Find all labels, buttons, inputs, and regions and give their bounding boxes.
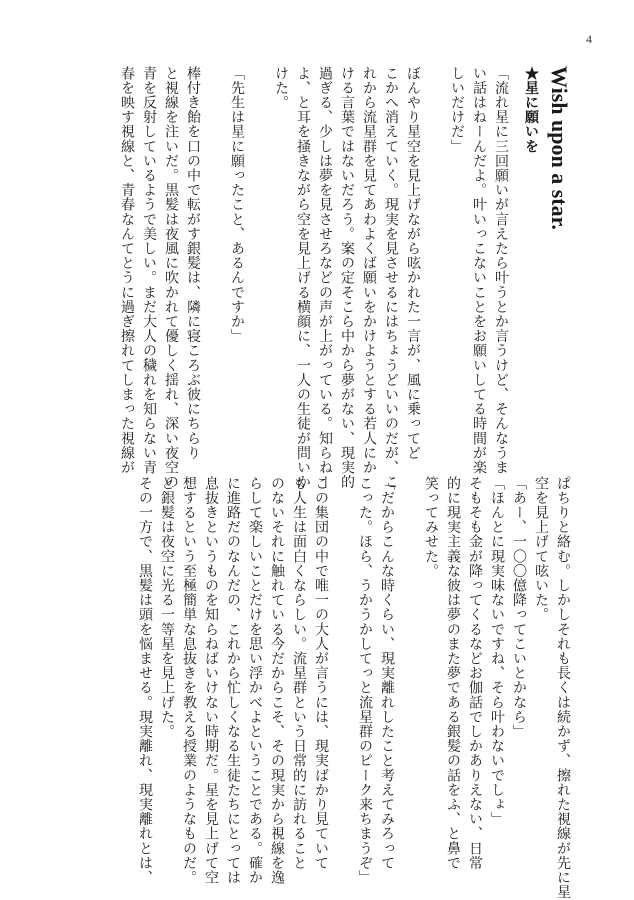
text-column: 「先生は星に願ったこと、あるんですか」 bbox=[229, 66, 245, 344]
blank-line bbox=[248, 66, 270, 67]
text-column: 「あー、一〇〇億降ってこいとかなら」 bbox=[511, 476, 527, 739]
text-column: ぱちりと絡む。しかしそれも長くは続かず、擦れた視線が先に星 bbox=[555, 476, 571, 900]
text-column: けた。 bbox=[273, 66, 289, 110]
blank-line bbox=[332, 476, 354, 477]
text-column: 春を映す視線と、青春なんてとうに過ぎ擦れてしまった視線が bbox=[119, 66, 135, 475]
text-column: 空を見上げて呟いた。 bbox=[533, 476, 549, 622]
top-text-tier bbox=[116, 66, 574, 490]
text-column: と視線を注いだ。黒髪は夜風に吹かれて優しく揺れ、深い夜空の bbox=[163, 66, 179, 490]
text-column: 「ほんとに現実味ないですね、そら叶わないでしょ」 bbox=[489, 476, 505, 827]
text-column: 棒付き飴を口の中で転がす銀髪は、隣に寝ころぶ彼にちらり bbox=[185, 66, 201, 461]
text-column: ぼんやり星空を見上げながら呟かれた一言が、風に乗ってど bbox=[405, 66, 421, 461]
text-column: 過ぎる、少しは夢を見させろなどの声が上がっている。知らねー bbox=[317, 66, 333, 490]
text-column: よ、と耳を掻きながら空を見上げる横顔に、一人の生徒が問いか bbox=[295, 66, 311, 490]
blank-line bbox=[398, 476, 420, 477]
text-column: こかへ消えていく。現実を見させるにはちょうどいいのだが、こ bbox=[383, 66, 399, 490]
page-number: 4 bbox=[586, 32, 592, 46]
story-title: Wish upon a star. bbox=[547, 66, 572, 230]
text-column: ける言葉ではないだろう。案の定そこら中から夢がない、現実的 bbox=[339, 66, 355, 490]
blank-line bbox=[424, 66, 446, 67]
text-column: 息抜きというものを知らねばいけない時期だ。星を見上げて空 bbox=[203, 476, 219, 885]
text-column: と銀髪は夜空に光る一等星を見上げた。 bbox=[159, 476, 175, 739]
text-column: も人生は面白くならしい。流星群という日常的に訪れること bbox=[291, 476, 307, 871]
story-subtitle: ★星に願いを bbox=[523, 66, 539, 154]
text-column: こった。ほら、うかうかしてっと流星群のピーク来ちまうぞ」 bbox=[357, 476, 373, 885]
text-column: 青を反射しているようで美しい。まだ大人の穢れを知らない青 bbox=[141, 66, 157, 475]
text-column: らして楽しいことだけを思い浮かべよということである。確か bbox=[247, 476, 263, 885]
bottom-text-tier bbox=[134, 476, 574, 900]
text-column: れから流星群を見てあわよくば願いをかけようとする若人にか bbox=[361, 66, 377, 475]
text-column: しいだけだ」 bbox=[449, 66, 465, 154]
text-column: 笑ってみせた。 bbox=[423, 476, 439, 579]
text-column: その一方で、黒髪は頭を悩ませる。現実離れ、現実離れとは、 bbox=[137, 476, 153, 885]
text-column: い話はねーんだよ。叶いっこないことをお願いしてる時間が楽 bbox=[471, 66, 487, 475]
text-column: この集団の中で唯一の大人が言うには、現実ばかり見ていて bbox=[313, 476, 329, 871]
text-column: に進路だのなんだの、これから忙しくなる生徒たちにとっては bbox=[225, 476, 241, 885]
blank-line bbox=[204, 66, 226, 67]
text-column: 想するという至極簡単な息抜きを教える授業のようなものだ。 bbox=[181, 476, 197, 885]
text-column: のないそれに触れている今だからこそ、その現実から視線を逸 bbox=[269, 476, 285, 885]
text-column: 「だからこんな時くらい、現実離れしたこと考えてみろって bbox=[379, 476, 395, 871]
text-column: そもそも金が降ってくるなどお伽話でしかありえない、日常 bbox=[467, 476, 483, 871]
text-column: 的に現実主義な彼は夢のまた夢である銀髪の話をふ、と鼻で bbox=[445, 476, 461, 871]
text-column: 「流れ星に三回願いが言えたら叶うとか言うけど、そんなうま bbox=[493, 66, 509, 475]
spacer bbox=[512, 66, 520, 67]
